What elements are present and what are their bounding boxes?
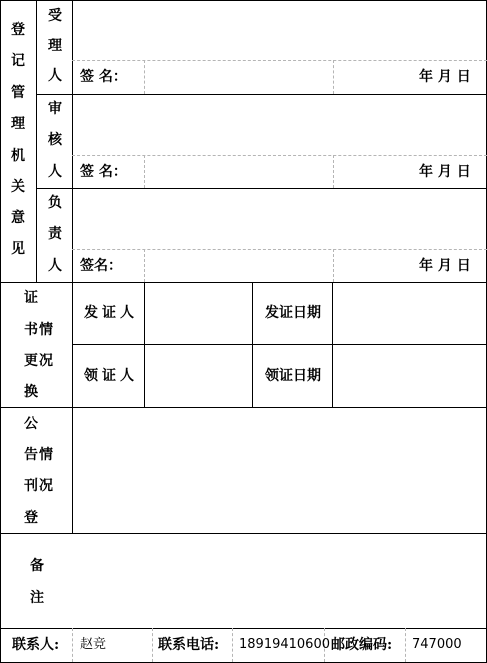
responsible-date-label: 年 月 日 xyxy=(419,258,471,274)
responsible-signature-field[interactable] xyxy=(145,250,332,282)
label-char: 关 xyxy=(11,179,25,195)
footer-divider xyxy=(72,628,73,662)
grid-line xyxy=(36,0,37,282)
postcode-value: 747000 xyxy=(412,637,462,652)
footer-divider xyxy=(405,628,406,662)
label-char: 登 xyxy=(24,510,38,526)
grid-line xyxy=(0,628,487,629)
label-char: 见 xyxy=(11,241,25,257)
responsible-sign-label: 签名： xyxy=(80,258,122,274)
frame-border xyxy=(0,0,1,663)
contact-value: 赵竞 xyxy=(80,637,107,652)
label-char: 证 xyxy=(24,290,38,306)
reviewer-date-label: 年 月 日 xyxy=(419,164,471,180)
label-char: 刊 xyxy=(24,478,38,494)
label-char: 人 xyxy=(48,164,62,180)
label-char: 告 xyxy=(24,447,38,463)
issuer-field[interactable] xyxy=(145,283,252,344)
receiver-label: 领证人 xyxy=(84,368,138,384)
receiver-field[interactable] xyxy=(145,345,252,407)
reviewer-signature-field[interactable] xyxy=(145,156,332,188)
remarks-field[interactable] xyxy=(73,534,486,628)
label-char: 登 xyxy=(11,22,25,38)
label-char: 人 xyxy=(48,258,62,274)
label-char: 理 xyxy=(11,116,25,132)
signature-cell-divider xyxy=(333,155,334,188)
label-char: 书 xyxy=(24,322,38,338)
issue-date-label: 发证日期 xyxy=(265,305,321,321)
handler-opinion-area[interactable] xyxy=(73,1,486,60)
receive-date-field[interactable] xyxy=(333,345,486,407)
footer-divider xyxy=(152,628,153,662)
label-char: 核 xyxy=(48,132,62,148)
label-char: 意 xyxy=(11,210,25,226)
signature-cell-divider xyxy=(333,60,334,94)
label-char: 公 xyxy=(24,416,38,432)
phone-value: 18919410600 xyxy=(239,637,330,652)
footer-divider xyxy=(232,628,233,662)
label-char: 况 xyxy=(39,353,53,369)
label-char: 管 xyxy=(11,85,25,101)
label-char: 人 xyxy=(48,68,62,84)
handler-date-label: 年 月 日 xyxy=(419,69,471,85)
label-char: 理 xyxy=(48,38,62,54)
label-char: 情 xyxy=(39,322,53,338)
announcement-field[interactable] xyxy=(73,408,486,533)
label-char: 记 xyxy=(11,53,25,69)
label-char: 负 xyxy=(48,195,62,211)
postcode-label: 邮政编码: xyxy=(331,637,393,653)
signature-cell-divider xyxy=(333,249,334,282)
handler-sign-label: 签 名： xyxy=(80,69,127,85)
reviewer-sign-label: 签 名： xyxy=(80,164,127,180)
grid-line xyxy=(252,282,253,407)
label-char: 审 xyxy=(48,101,62,117)
label-char: 换 xyxy=(24,384,38,400)
issuer-label: 发证人 xyxy=(84,305,138,321)
issue-date-field[interactable] xyxy=(333,283,486,344)
contact-label: 联系人: xyxy=(12,637,60,653)
phone-label: 联系电话: xyxy=(158,637,220,653)
label-char: 注 xyxy=(30,590,44,606)
receive-date-label: 领证日期 xyxy=(265,368,321,384)
label-char: 况 xyxy=(39,478,53,494)
label-char: 情 xyxy=(39,447,53,463)
label-char: 责 xyxy=(48,226,62,242)
label-char: 受 xyxy=(48,8,62,24)
handler-signature-field[interactable] xyxy=(145,61,332,94)
label-char: 备 xyxy=(30,558,44,574)
responsible-opinion-area[interactable] xyxy=(73,189,486,249)
label-char: 机 xyxy=(11,148,25,164)
reviewer-opinion-area[interactable] xyxy=(73,95,486,155)
label-char: 更 xyxy=(24,353,38,369)
